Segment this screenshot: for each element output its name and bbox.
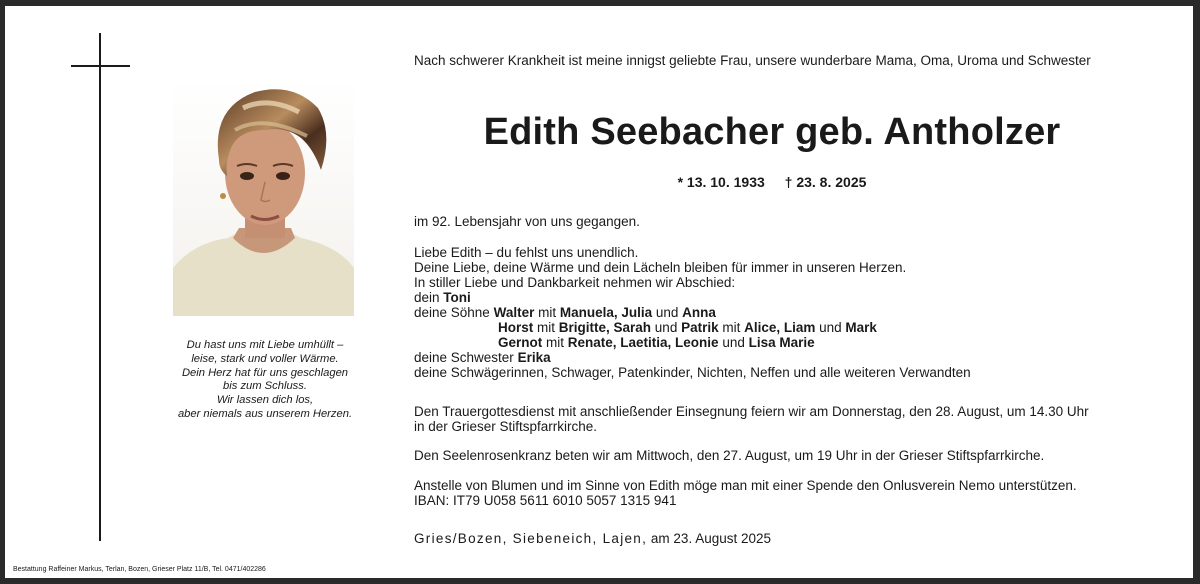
poem-line: leise, stark und voller Wärme.	[191, 352, 339, 365]
age-text: im 92. Lebensjahr von uns gegangen.	[414, 214, 640, 229]
message-line: In stiller Liebe und Dankbarkeit nehmen wir Abschied:	[414, 275, 736, 290]
place-location: Gries/Bozen, Siebeneich, Lajen,	[414, 531, 648, 546]
sister-prefix: deine Schwester	[414, 350, 518, 365]
rosary-info	[414, 448, 1144, 463]
deceased-name: Edith Seebacher geb. Antholzer	[483, 111, 1061, 153]
son-name: Walter	[493, 305, 535, 320]
mourner-sons-line-3	[414, 335, 1144, 350]
poem-line: aber niemals aus unserem Herzen.	[177, 407, 353, 420]
farewell-message	[414, 245, 1144, 380]
connector: und	[652, 305, 683, 320]
notice-date: am 23. August 2025	[647, 531, 772, 546]
mourner-sons-line-1	[414, 305, 1144, 320]
connector: und	[718, 335, 749, 350]
connector: und	[815, 320, 846, 335]
family-names: Lisa Marie	[748, 335, 815, 350]
iban-line: IBAN: IT79 U058 5611 6010 5057 1315 941	[414, 493, 677, 508]
mourner-relatives: deine Schwägerinnen, Schwager, Patenkinder, Nichten, Neffen und alle weiteren Verwandten	[414, 365, 971, 380]
sister-name: Erika	[517, 350, 551, 365]
husband-name: Toni	[443, 290, 471, 305]
funeral-line: in der Grieser Stiftspfarrkirche.	[414, 419, 598, 434]
connector: mit	[542, 335, 568, 350]
poem-line: Du hast uns mit Liebe umhüllt –	[186, 339, 344, 351]
age-line	[414, 214, 1144, 229]
donation-info	[414, 478, 1144, 508]
funeral-line: Den Trauergottesdienst mit anschließender Einsegnung feiern wir am Donnerstag, den 28. August, um 14.30 Uhr	[414, 404, 1089, 419]
mourner-sons-line-2	[414, 320, 1144, 335]
son-name: Gernot	[498, 335, 543, 350]
message-line: Liebe Edith – du fehlst uns unendlich.	[414, 245, 639, 260]
place-and-date	[414, 531, 771, 546]
birth-date: * 13. 10. 1933	[677, 174, 765, 190]
poem-line: Dein Herz hat für uns geschlagen	[181, 366, 349, 379]
son-name: Horst	[498, 320, 534, 335]
family-names: Renate, Laetitia, Leonie	[567, 335, 719, 350]
portrait-photo	[173, 78, 354, 316]
connector: mit	[533, 320, 559, 335]
family-names: Anna	[682, 305, 716, 320]
husband-prefix: dein	[414, 290, 444, 305]
family-names: Patrik	[681, 320, 719, 335]
poem-line: bis zum Schluss.	[223, 380, 307, 393]
donation-line: Anstelle von Blumen und im Sinne von Edith möge man mit einer Spende den Onlusverein Nemo unterstützen.	[414, 478, 1077, 493]
funeral-home-footer: Bestattung Raffeiner Markus, Terlan, Bozen, Grieser Platz 11/B, Tel. 0471/402286	[13, 566, 266, 573]
cross-symbol-vertical	[99, 33, 101, 541]
cross-symbol-horizontal	[71, 65, 130, 67]
mourner-sister	[414, 350, 1144, 365]
mourner-husband	[414, 290, 1144, 305]
family-names: Mark	[845, 320, 877, 335]
funeral-info	[414, 404, 1144, 434]
rosary-line: Den Seelenrosenkranz beten wir am Mittwoch, den 27. August, um 19 Uhr in der Grieser Stiftspfarrkirche.	[414, 448, 1045, 463]
family-names: Alice, Liam	[744, 320, 816, 335]
connector: und	[651, 320, 682, 335]
poem-line: Wir lassen dich los,	[216, 394, 314, 407]
obituary-notice	[5, 6, 1193, 578]
family-names: Brigitte, Sarah	[558, 320, 652, 335]
life-dates	[414, 174, 1130, 190]
connector: mit	[718, 320, 745, 335]
sons-prefix: deine Söhne	[414, 305, 494, 320]
family-names: Manuela, Julia	[559, 305, 653, 320]
death-date: † 23. 8. 2025	[784, 174, 867, 190]
message-line: Deine Liebe, deine Wärme und dein Lächeln bleiben für immer in unseren Herzen.	[414, 260, 907, 275]
connector: mit	[534, 305, 560, 320]
poem	[165, 339, 365, 422]
intro-text: Nach schwerer Krankheit ist meine innigst geliebte Frau, unsere wunderbare Mama, Oma, Uroma und Schwester	[414, 53, 1091, 68]
